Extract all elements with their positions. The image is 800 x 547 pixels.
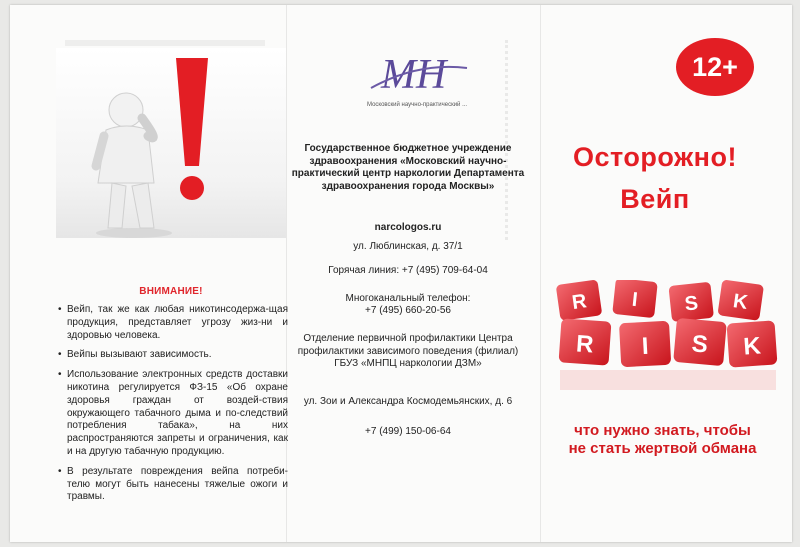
list-item: • В результате повреждения вейпа потреби-телю могут быть нанесены тяжелые ожоги и травмы. bbox=[58, 466, 288, 504]
list-item: • Вейпы вызывают зависимость. bbox=[58, 349, 288, 362]
multichannel-phone-label: Многоканальный телефон: bbox=[345, 293, 471, 304]
branch-phone: +7 (499) 150-06-64 bbox=[365, 426, 451, 437]
warning-title: ВНИМАНИЕ! bbox=[139, 286, 203, 297]
svg-text:K: K bbox=[742, 332, 762, 361]
svg-text:R: R bbox=[570, 290, 588, 315]
svg-text:МН: МН bbox=[381, 52, 447, 98]
address-primary: ул. Люблинская, д. 37/1 bbox=[353, 241, 463, 252]
multichannel-phone: +7 (495) 660-20-56 bbox=[365, 305, 451, 316]
organization-logo bbox=[363, 42, 473, 120]
age-rating-badge: 12+ bbox=[676, 38, 754, 96]
website-link[interactable]: narcologos.ru bbox=[374, 222, 442, 233]
hotline: Горячая линия: +7 (495) 709-64-04 bbox=[328, 265, 488, 276]
svg-text:I: I bbox=[641, 332, 650, 361]
address-branch: ул. Зои и Александра Космодемьянских, д. 6 bbox=[303, 396, 513, 407]
svg-text:S: S bbox=[683, 292, 700, 316]
organization-name: Государственное бюджетное учреждение здравоохранения «Московский научно-практический центр наркологии Департамента здравоохранения города Москвы» bbox=[291, 143, 525, 192]
slogan: что нужно знать, чтобы не стать жертвой обмана bbox=[568, 422, 757, 457]
svg-text:S: S bbox=[690, 330, 709, 359]
headline-vape: Вейп bbox=[620, 184, 690, 214]
logo-caption: Московский научно-практический ... bbox=[367, 102, 468, 108]
svg-text:K: K bbox=[731, 290, 750, 314]
warning-list bbox=[58, 304, 288, 511]
list-item: • Использование электронных средств доставки никотина регулируется ФЗ-15 «Об охране здоровья граждан от воздей-ствия окружающего табачного дыма и по-следствий потребления табака», на них распространяются запреты и ограничения, как и на другую табачную продукцию. bbox=[58, 369, 288, 459]
risk-dice-image bbox=[540, 280, 780, 395]
list-item: • Вейп, так же как любая никотинсодержа-щая продукция, представляет угрозу жиз-ни и здоровью человека. bbox=[58, 304, 288, 342]
warning-figure bbox=[56, 48, 286, 238]
svg-text:I: I bbox=[630, 288, 639, 312]
branch-name: Отделение первичной профилактики Центра профилактики зависимого поведения (филиал) ГБУЗ «МНПЦ наркологии ДЗМ» bbox=[297, 333, 519, 369]
headline-caution: Осторожно! bbox=[573, 142, 737, 172]
svg-text:R: R bbox=[575, 330, 595, 359]
